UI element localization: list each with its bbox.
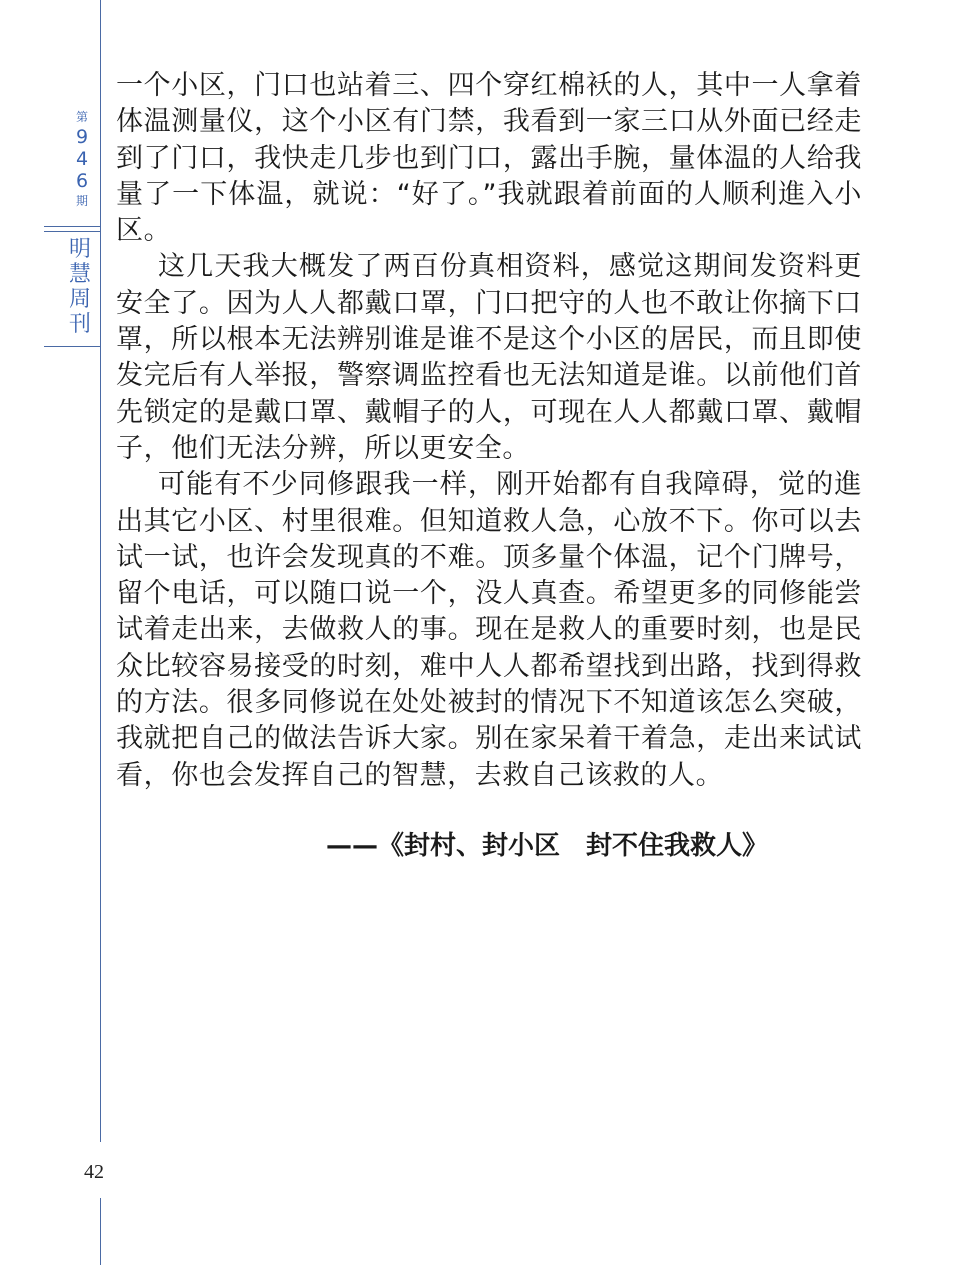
article-source: ——《封村、封小区 封不住我救人》: [326, 831, 769, 861]
sidebar-divider: [44, 231, 101, 232]
sidebar-divider: [44, 226, 101, 227]
issue-prefix: 第: [75, 110, 88, 124]
journal-name: [64, 237, 96, 337]
journal-char: 刊: [68, 312, 91, 337]
issue-number: [62, 108, 102, 210]
page-number: 42: [84, 1161, 104, 1183]
issue-suffix: 期: [75, 194, 88, 208]
issue-digit: 4: [75, 148, 89, 170]
sidebar-divider: [44, 346, 101, 347]
article-body: [116, 68, 862, 794]
journal-char: 慧: [68, 262, 91, 287]
journal-char: 周: [68, 287, 91, 312]
journal-char: 明: [68, 237, 91, 262]
article-paragraph: 一个小区，门口也站着三、四个穿红棉袄的人，其中一人拿着体温测量仪，这个小区有门禁，我看到一家三口从外面已经走到了门口，我快走几步也到门口，露出手腕，量体温的人给我量了一下体温，就说：“好了。”我就跟着前面的人顺利進入小区。: [116, 70, 862, 247]
sidebar-vertical-rule-bottom: [100, 1198, 101, 1265]
issue-digits: [62, 126, 102, 192]
article-paragraph: 可能有不少同修跟我一样，刚开始都有自我障碍，觉的進出其它小区、村里很难。但知道救人急，心放不下。你可以去试一试，也许会发现真的不难。顶多量个体温，记个门牌号，留个电话，可以随口说一个，没人真查。希望更多的同修能尝试着走出来，去做救人的事。现在是救人的重要时刻，也是民众比较容易接受的时刻，难中人人都希望找到出路，找到得救的方法。很多同修说在处处被封的情况下不知道该怎么突破，我就把自己的做法告诉大家。别在家呆着干着急，走出来试试看，你也会发挥自己的智慧，去救自己该救的人。: [116, 469, 862, 791]
issue-digit: 6: [75, 170, 89, 192]
article-paragraph: 这几天我大概发了两百份真相资料，感觉这期间发资料更安全了。因为人人都戴口罩，门口把守的人也不敢让你摘下口罩，所以根本无法辨别谁是谁不是这个小区的居民，而且即使发完后有人举报，警察调监控看也无法知道是谁。以前他们首先锁定的是戴口罩、戴帽子的人，可现在人人都戴口罩、戴帽子，他们无法分辨，所以更安全。: [116, 251, 862, 464]
issue-digit: 9: [75, 126, 89, 148]
